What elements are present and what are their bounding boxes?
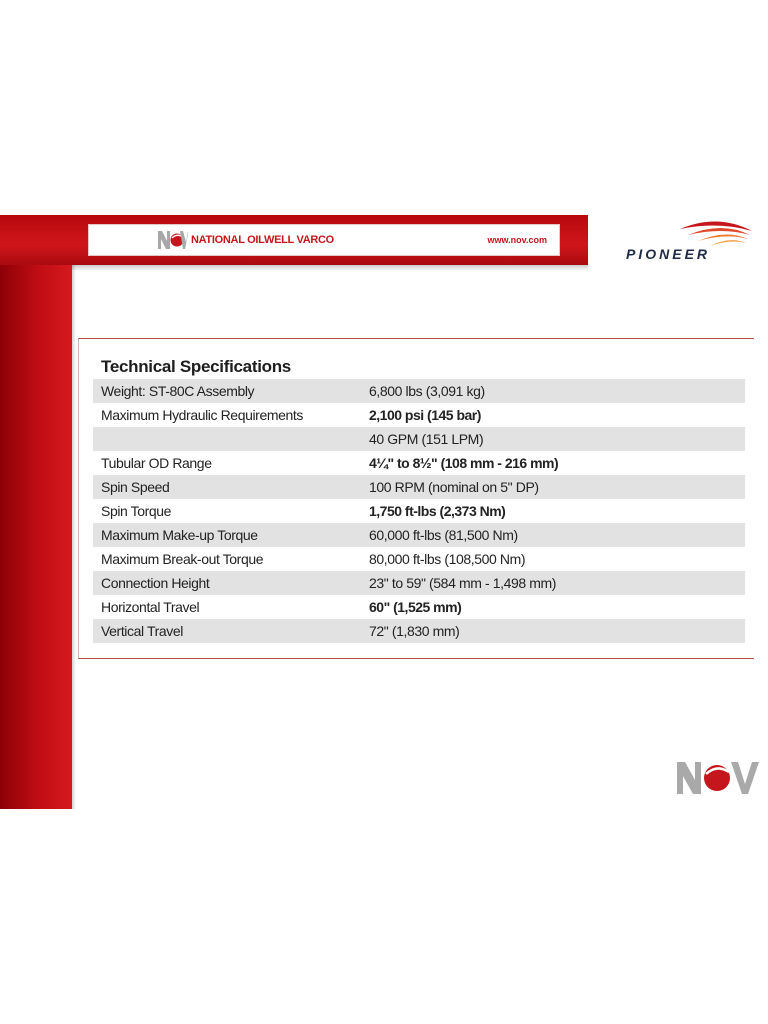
- spec-table-title: Technical Specifications: [101, 357, 291, 376]
- pioneer-swoosh-icon: [678, 217, 754, 247]
- spec-table-frame: [78, 338, 754, 659]
- nov-header-banner: [88, 224, 560, 256]
- slide: [0, 215, 768, 809]
- spec-label: Weight: ST-80C Assembly: [101, 383, 255, 399]
- spec-row: [93, 427, 745, 451]
- spec-row: [93, 595, 745, 619]
- spec-value: 23" to 59" (584 mm - 1,498 mm): [369, 575, 557, 591]
- spec-label: Vertical Travel: [101, 623, 183, 639]
- nov-logo-large-icon: [677, 760, 759, 796]
- nov-logo-icon: [158, 231, 188, 249]
- spec-label: Maximum Break-out Torque: [101, 551, 264, 567]
- company-name: NATIONAL OILWELL VARCO: [191, 234, 334, 246]
- spec-value: 72" (1,830 mm): [369, 623, 460, 639]
- spec-label: Tubular OD Range: [101, 455, 212, 471]
- spec-row: [93, 451, 745, 475]
- pioneer-logo: [620, 215, 760, 271]
- spec-label: Horizontal Travel: [101, 599, 200, 615]
- spec-value: 60" (1,525 mm): [369, 599, 462, 615]
- spec-row: [93, 571, 745, 595]
- spec-value: 4¼" to 8½" (108 mm - 216 mm): [369, 455, 559, 471]
- spec-value: 60,000 ft-lbs (81,500 Nm): [369, 527, 518, 543]
- spec-row: [93, 523, 745, 547]
- spec-row: [93, 403, 745, 427]
- spec-label: Spin Torque: [101, 503, 172, 519]
- spec-row: [93, 499, 745, 523]
- spec-value: 40 GPM (151 LPM): [369, 431, 484, 447]
- spec-label: Connection Height: [101, 575, 210, 591]
- spec-value: 1,750 ft-lbs (2,373 Nm): [369, 503, 506, 519]
- company-url: www.nov.com: [487, 235, 547, 245]
- spec-label: Maximum Make-up Torque: [101, 527, 258, 543]
- left-red-bar: [0, 215, 72, 809]
- spec-row: [93, 619, 745, 643]
- spec-label: Spin Speed: [101, 479, 170, 495]
- spec-value: 2,100 psi (145 bar): [369, 407, 481, 423]
- pioneer-logo-text: PIONEER: [626, 246, 711, 262]
- spec-label: Maximum Hydraulic Requirements: [101, 407, 303, 423]
- spec-value: 80,000 ft-lbs (108,500 Nm): [369, 551, 526, 567]
- spec-row: [93, 547, 745, 571]
- spec-row: [93, 475, 745, 499]
- spec-value: 100 RPM (nominal on 5" DP): [369, 479, 539, 495]
- spec-row: [93, 379, 745, 403]
- spec-table: [93, 355, 745, 643]
- spec-value: 6,800 lbs (3,091 kg): [369, 383, 485, 399]
